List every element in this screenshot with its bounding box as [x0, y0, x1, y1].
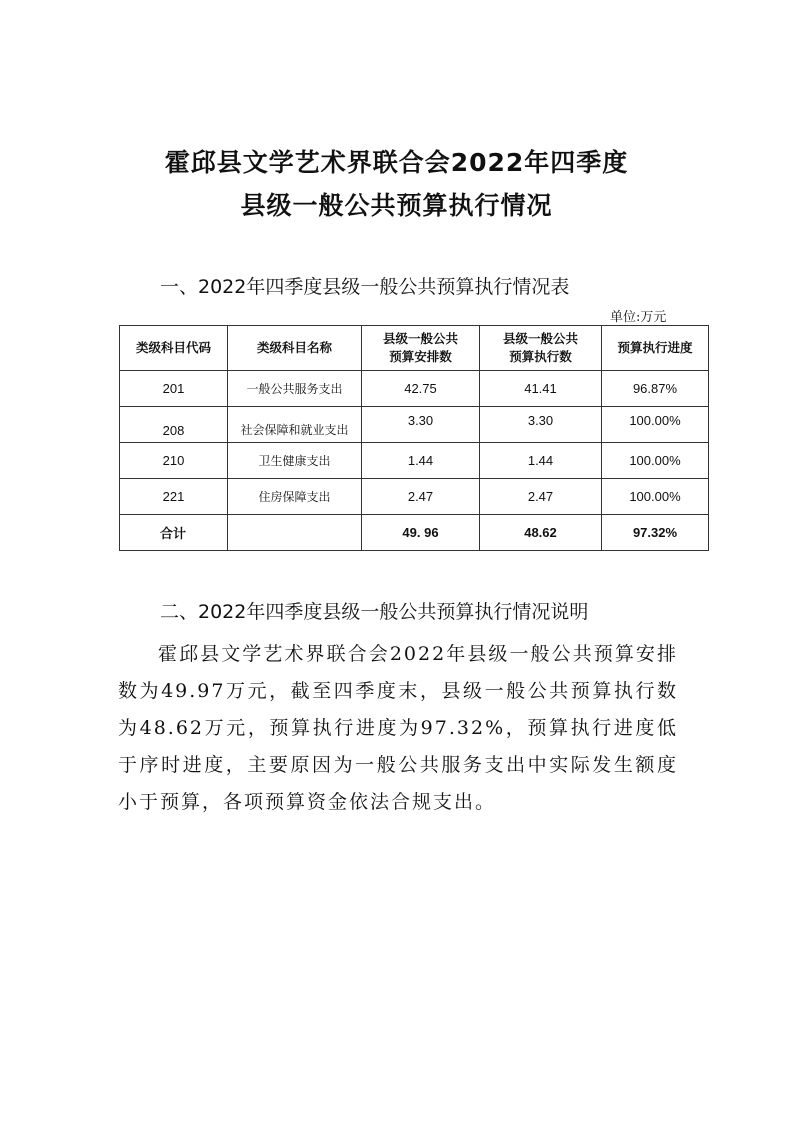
budget-table — [119, 325, 709, 551]
header-planned — [362, 326, 480, 371]
cell-code: 208 — [120, 407, 228, 443]
cell-progress: 96.87% — [602, 371, 709, 407]
cell-code: 221 — [120, 479, 228, 515]
cell-name: 卫生健康支出 — [228, 443, 362, 479]
cell-code: 210 — [120, 443, 228, 479]
section-1-heading: 一、2022年四季度县级一般公共预算执行情况表 — [160, 276, 570, 298]
explanation-paragraph: 霍邱县文学艺术界联合会2022年县级一般公共预算安排数为49.97万元，截至四季度末，县级一般公共预算执行数为48.62万元，预算执行进度为97.32%，预算执行进度低于序时进度，主要原因为一般公共服务支出中实际发生额度小于预算，各项预算资金依法合规支出。 — [118, 643, 678, 813]
header-code: 类级科目代码 — [120, 326, 228, 371]
cell-planned: 1.44 — [362, 443, 480, 479]
table-header-row — [120, 326, 709, 371]
cell-progress: 100.00% — [602, 479, 709, 515]
cell-executed: 2.47 — [480, 479, 602, 515]
header-name: 类级科目名称 — [228, 326, 362, 371]
header-executed-line-1: 县级一般公共 — [502, 331, 578, 346]
total-planned: 49. 96 — [362, 515, 480, 551]
table-row — [120, 479, 709, 515]
document-title-line-1: 霍邱县文学艺术界联合会2022年四季度 — [164, 148, 629, 177]
unit-label: 单位:万元 — [610, 310, 667, 325]
document-title-line-2: 县级一般公共预算执行情况 — [240, 191, 553, 220]
total-progress: 97.32% — [602, 515, 709, 551]
section-2-heading: 二、2022年四季度县级一般公共预算执行情况说明 — [160, 601, 589, 623]
cell-name: 一般公共服务支出 — [228, 371, 362, 407]
cell-planned: 3.30 — [362, 407, 480, 443]
header-planned-line-2: 预算安排数 — [389, 349, 452, 364]
table-row — [120, 443, 709, 479]
total-name — [228, 515, 362, 551]
header-planned-line-1: 县级一般公共 — [382, 331, 458, 346]
cell-name: 社会保障和就业支出 — [228, 407, 362, 443]
cell-name: 住房保障支出 — [228, 479, 362, 515]
header-executed-line-2: 预算执行数 — [509, 349, 572, 364]
cell-executed: 3.30 — [480, 407, 602, 443]
header-executed — [480, 326, 602, 371]
total-executed: 48.62 — [480, 515, 602, 551]
header-progress: 预算执行进度 — [602, 326, 709, 371]
cell-progress: 100.00% — [602, 407, 709, 443]
total-label: 合计 — [120, 515, 228, 551]
cell-executed: 41.41 — [480, 371, 602, 407]
table-row — [120, 371, 709, 407]
table-row — [120, 407, 709, 443]
table-total-row — [120, 515, 709, 551]
cell-code: 201 — [120, 371, 228, 407]
cell-executed: 1.44 — [480, 443, 602, 479]
cell-progress: 100.00% — [602, 443, 709, 479]
cell-planned: 42.75 — [362, 371, 480, 407]
cell-planned: 2.47 — [362, 479, 480, 515]
